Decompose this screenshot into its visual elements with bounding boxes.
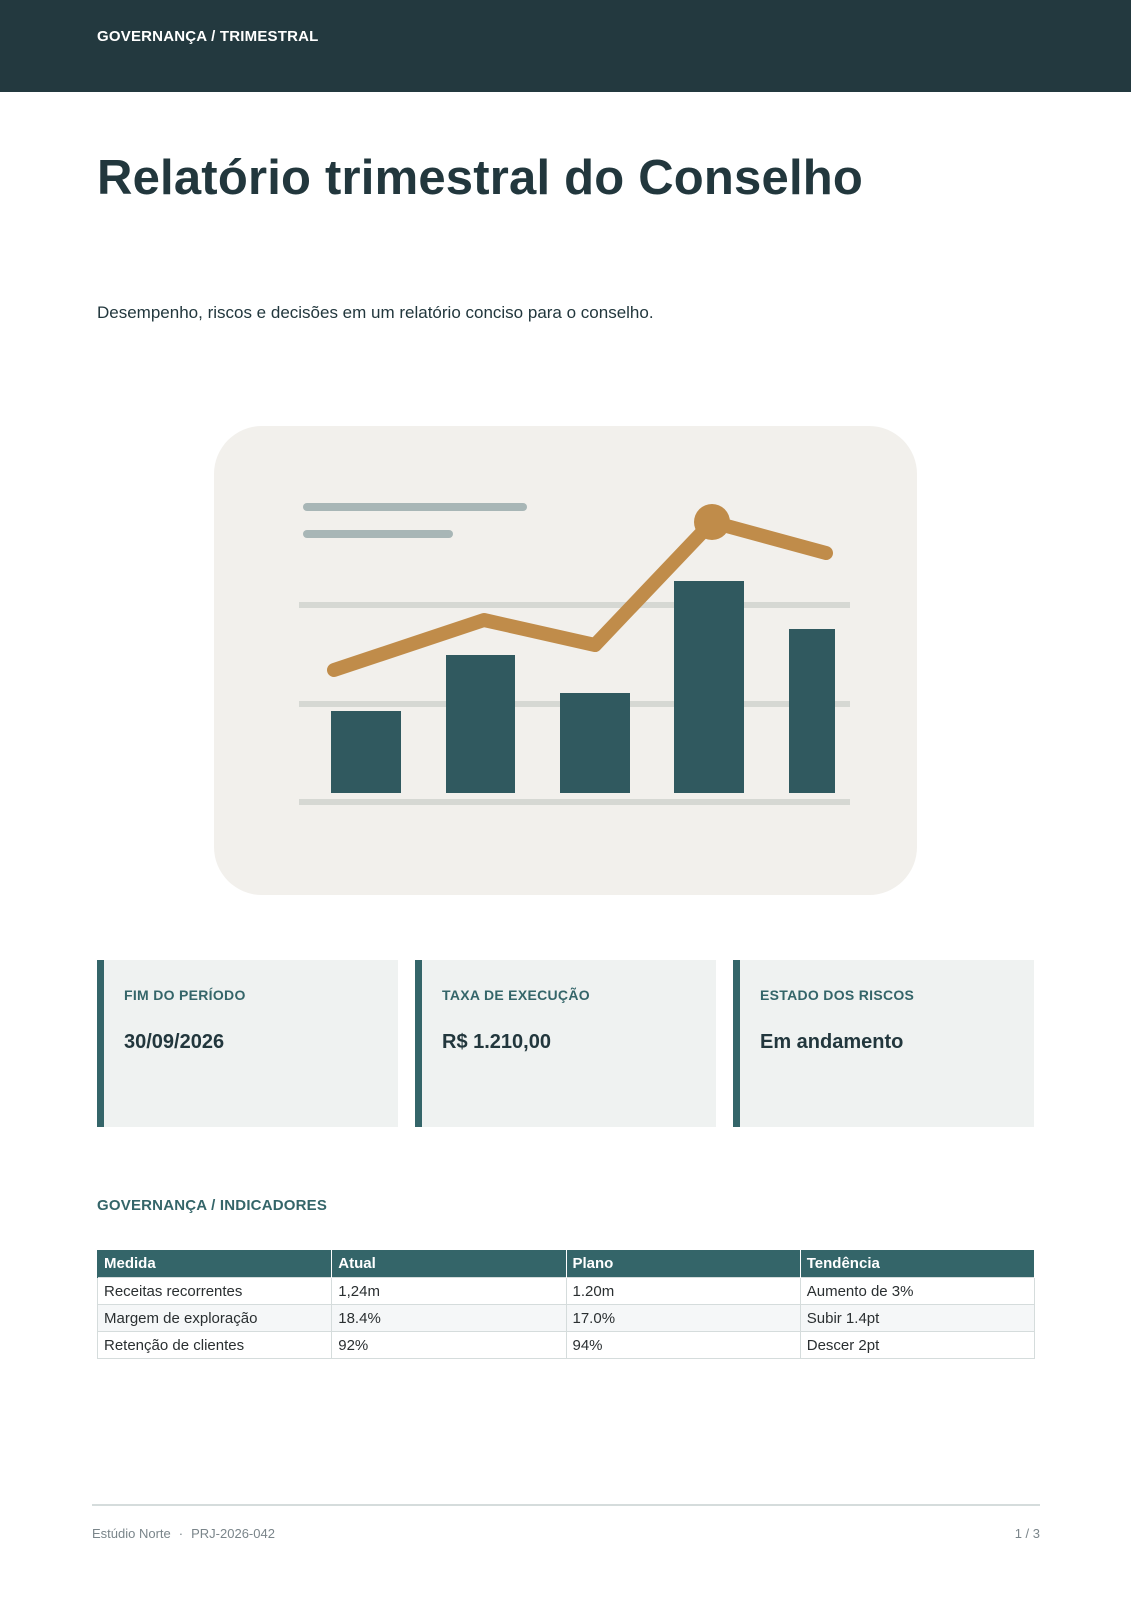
breadcrumb: GOVERNANÇA / TRIMESTRAL: [97, 28, 319, 45]
table-row: [98, 1332, 1035, 1359]
chart-illustration: [214, 426, 917, 895]
table-cell: Aumento de 3%: [800, 1278, 1034, 1305]
table-cell: 1.20m: [566, 1278, 800, 1305]
table-row: [98, 1278, 1035, 1305]
table-cell: Margem de exploração: [98, 1305, 332, 1332]
section-title: GOVERNANÇA / INDICADORES: [97, 1197, 328, 1214]
page-number: 1 / 3: [1014, 1526, 1040, 1541]
table-cell: 94%: [566, 1332, 800, 1359]
summary-cards: [97, 960, 1035, 1127]
card-label: FIM DO PERÍODO: [124, 987, 246, 1003]
bar: [674, 581, 744, 793]
table-cell: 18.4%: [332, 1305, 566, 1332]
header-bar: [0, 0, 1131, 92]
table-header-row: [98, 1250, 1035, 1278]
card-value: R$ 1.210,00: [442, 1031, 551, 1053]
table-row: [98, 1305, 1035, 1332]
footer-divider: [92, 1504, 1040, 1506]
table-cell: 92%: [332, 1332, 566, 1359]
table-cell: Descer 2pt: [800, 1332, 1034, 1359]
card-value: 30/09/2026: [124, 1031, 225, 1053]
card-period-end: [97, 960, 398, 1127]
footer-meta: [92, 1526, 275, 1541]
column-header: Atual: [332, 1250, 566, 1278]
card-execution-rate: [415, 960, 716, 1127]
card-value: Em andamento: [760, 1031, 904, 1053]
page-subtitle: Desempenho, riscos e decisões em um relatório conciso para o conselho.: [97, 303, 654, 322]
table-cell: Subir 1.4pt: [800, 1305, 1034, 1332]
table-cell: 1,24m: [332, 1278, 566, 1305]
page-title: Relatório trimestral do Conselho: [97, 151, 864, 205]
column-header: Plano: [566, 1250, 800, 1278]
bar: [789, 629, 835, 793]
footer-company: Estúdio Norte: [92, 1526, 171, 1541]
indicators-table: [97, 1250, 1035, 1359]
bar: [331, 711, 401, 793]
card-label: TAXA DE EXECUÇÃO: [442, 987, 590, 1003]
table-cell: Receitas recorrentes: [98, 1278, 332, 1305]
footer-project-code: PRJ-2026-042: [191, 1526, 275, 1541]
footer-separator: ·: [178, 1526, 184, 1541]
bar: [560, 693, 630, 793]
column-header: Tendência: [800, 1250, 1034, 1278]
card-label: ESTADO DOS RISCOS: [760, 987, 915, 1003]
column-header: Medida: [98, 1250, 332, 1278]
table-cell: 17.0%: [566, 1305, 800, 1332]
table-cell: Retenção de clientes: [98, 1332, 332, 1359]
trend-highlight-dot: [694, 504, 730, 540]
bar: [446, 655, 515, 793]
card-risk-status: [733, 960, 1034, 1127]
